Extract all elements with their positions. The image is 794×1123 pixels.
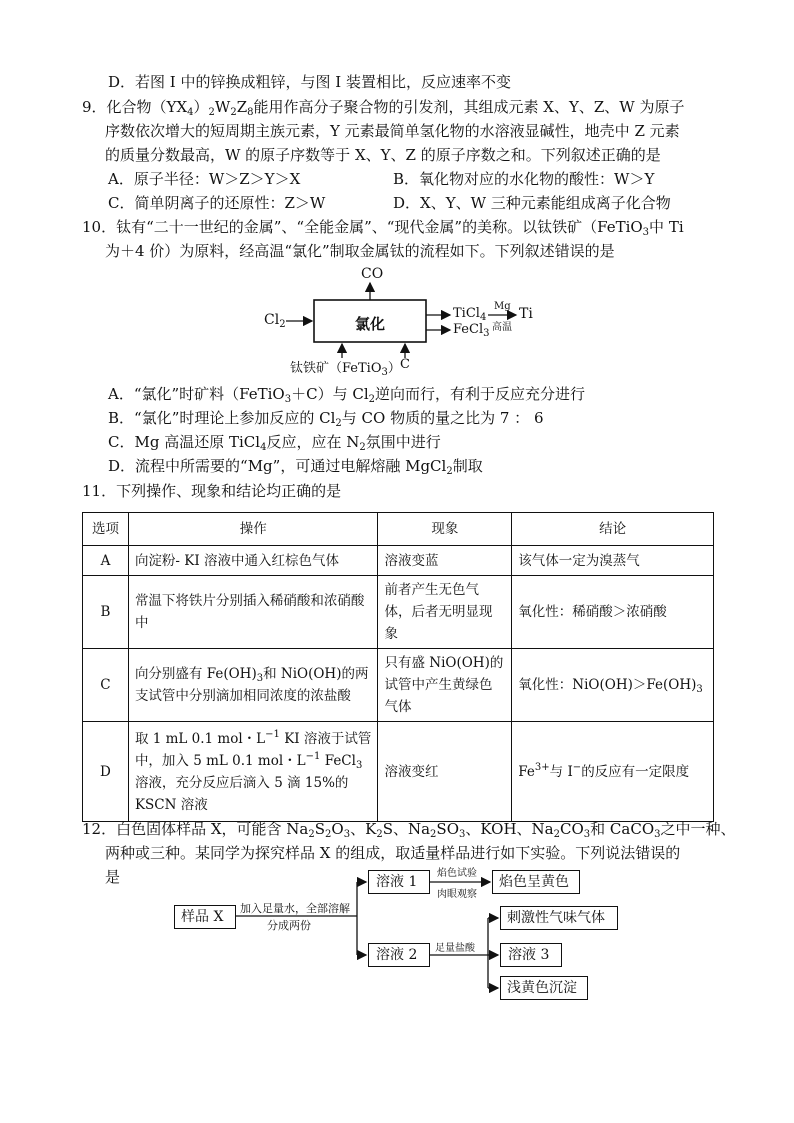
q11-table (82, 512, 714, 822)
table-row (83, 546, 714, 576)
q12-stem-line1: 12．白色固体样品 X，可能含 $Na_2S_2O_3$、$K_2S$、$Na_2SO_3$、KOH、$Na_2CO_3$和 CaCO$_3$之中一种、 (82, 820, 736, 840)
row-d-option: D (83, 722, 129, 822)
step1-top-label: 加入足量水，全部溶解 (240, 902, 350, 915)
ore-label: 钛铁矿（FeTiO$_3$） (290, 361, 401, 378)
row-c-operation: 向分别盛有 $Fe(OH)_3$和 NiO(OH)的两支试管中分别滴加相同浓度的浓盐酸 (128, 649, 378, 722)
table-header-row (83, 513, 714, 546)
q9-option-c: C．简单阴离子的还原性：Z＞W (108, 194, 326, 212)
sample-x-label: 样品 X (181, 909, 224, 925)
row-d-phenomenon: 溶液变红 (378, 722, 512, 822)
q9-option-d: D．X、Y、W 三种元素能组成离子化合物 (393, 194, 671, 212)
q10-option-a: A．“氯化”时矿料（FeTiO$_3$＋C）与 $Cl_2$逆向而行，有利于反应充分进行 (108, 385, 586, 405)
naked-eye-label: 肉眼观察 (437, 889, 477, 900)
high-temp-label: 高温 (492, 322, 512, 333)
row-c-conclusion: 氧化性：$NiO(OH)>Fe(OH)_3$ (512, 649, 714, 722)
yellow-precipitate-label: 浅黄色沉淀 (507, 980, 577, 996)
q9-stem-line3: 的质量分数最高，W 的原子序数等于 X、Y、Z 的原子序数之和。下列叙述正确的是 (105, 146, 661, 164)
row-b-conclusion: 氧化性：稀硝酸＞浓硝酸 (512, 576, 714, 649)
pungent-gas-label: 刺激性气味气体 (507, 910, 605, 926)
solution1-label: 溶液 1 (376, 874, 418, 890)
q8-option-d: D．若图 I 中的锌换成粗锌，与图 I 装置相比，反应速率不变 (108, 73, 511, 91)
solution2-label: 溶液 2 (376, 947, 418, 963)
row-a-option: A (83, 546, 129, 576)
header-operation: 操作 (128, 513, 378, 546)
q10-flow-diagram-arrows (0, 0, 794, 380)
row-a-phenomenon: 溶液变蓝 (378, 546, 512, 576)
table-row (83, 722, 714, 822)
ticl4-label: TiCl$_4$ (453, 306, 487, 323)
row-d-conclusion: $Fe^{3+}$与 I−的反应有一定限度 (512, 722, 714, 822)
ti-label: Ti (519, 306, 533, 322)
flame-test-label: 焰色试验 (437, 868, 477, 879)
q10-stem-line2: 为＋4 价）为原料，经高温“氯化”制取金属钛的流程如下。下列叙述错误的是 (105, 242, 615, 260)
solution3-label: 溶液 3 (508, 947, 550, 963)
q10-option-c: C．Mg 高温还原 TiCl$_4$反应，应在 $N_2$氛围中进行 (108, 433, 441, 453)
step1-bottom-label: 分成两份 (267, 919, 311, 932)
chlorination-label: 氯化 (355, 315, 386, 333)
header-conclusion: 结论 (512, 513, 714, 546)
flame-yellow-label: 焰色呈黄色 (499, 874, 569, 890)
table-row (83, 649, 714, 722)
co-label: CO (361, 266, 384, 282)
row-a-operation: 向淀粉- KI 溶液中通入红棕色气体 (128, 546, 378, 576)
header-option: 选项 (83, 513, 129, 546)
q11-stem: 11．下列操作、现象和结论均正确的是 (82, 482, 342, 500)
row-b-option: B (83, 576, 129, 649)
carbon-label: C (400, 357, 410, 372)
q9-stem-line1: 9．化合物$(YX_4)_2W_2Z_8$能用作高分子聚合物的引发剂，其组成元素 X、Y、Z、W 为原子 (82, 98, 685, 118)
row-d-operation: 取 1 mL 0.1 mol・$L^{-1}$ KI 溶液于试管中，加入 5 mL 0.1 mol・$L^{-1}$ FeCl$_3$溶液，充分反应后滴入 5 滴 15%的 KSCN 溶液 (128, 722, 378, 822)
q10-option-d: D．流程中所需要的“Mg”，可通过电解熔融 MgCl$_2$制取 (108, 457, 483, 477)
q9-stem-line2: 序数依次增大的短周期主族元素，Y 元素最简单氢化物的水溶液显碱性，地壳中 Z 元素 (105, 122, 680, 140)
row-b-operation: 常温下将铁片分别插入稀硝酸和浓硝酸中 (128, 576, 378, 649)
q9-option-a: A．原子半径：W＞Z＞Y＞X (108, 170, 301, 188)
q12-stem-line2: 两种或三种。某同学为探究样品 X 的组成，取适量样品进行如下实验。下列说法错误的 (105, 844, 681, 862)
q10-stem-line1: 10．钛有“二十一世纪的金属”、“全能金属”、“现代金属”的美称。以钛铁矿（FeTiO$_3$中 Ti (82, 218, 684, 238)
fecl3-label: FeCl$_3$ (453, 322, 490, 339)
row-c-option: C (83, 649, 129, 722)
cl2-label: $Cl_2$ (264, 312, 286, 330)
table-row (83, 576, 714, 649)
header-phenomenon: 现象 (378, 513, 512, 546)
q12-stem-line3: 是 (105, 868, 121, 886)
row-c-phenomenon: 只有盛 NiO(OH)的试管中产生黄绿色气体 (378, 649, 512, 722)
q9-option-b: B．氧化物对应的水化物的酸性：W＞Y (393, 170, 655, 188)
mg-label: Mg (494, 301, 511, 312)
q10-option-b: B．“氯化”时理论上参加反应的 $Cl_2$与 CO 物质的量之比为 7 ： 6 (108, 409, 544, 429)
excess-hcl-label: 足量盐酸 (435, 943, 475, 954)
row-b-phenomenon: 前者产生无色气体，后者无明显现象 (378, 576, 512, 649)
row-a-conclusion: 该气体一定为溴蒸气 (512, 546, 714, 576)
